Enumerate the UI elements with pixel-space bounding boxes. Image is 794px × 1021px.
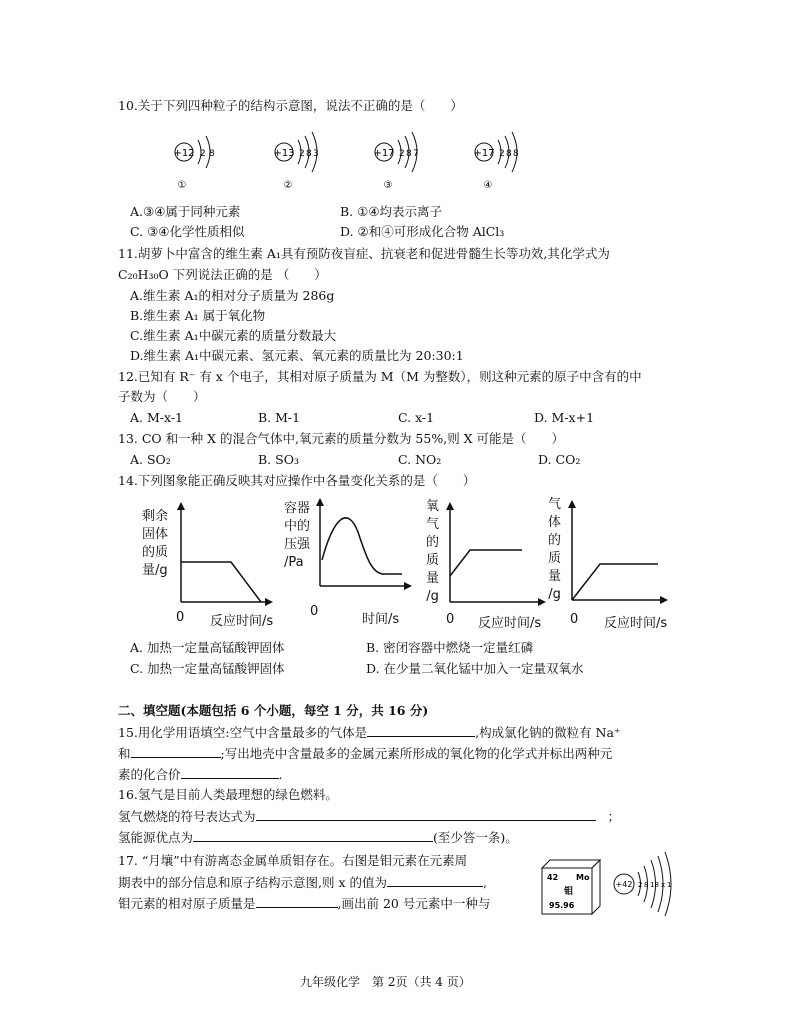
svg-text:+17: +17 xyxy=(473,148,495,159)
q17-blank-2[interactable] xyxy=(256,895,338,908)
particle-3 xyxy=(373,132,418,191)
q11-stem-line1: 11.胡萝卜中富含的维生素 A₁具有预防夜盲症、抗衰老和促进骨髓生长等功效,其化学式为 xyxy=(118,246,610,261)
svg-text:7: 7 xyxy=(413,149,419,159)
q17-line2: 期表中的部分信息和原子结构示意图,则 x 的值为 , xyxy=(118,875,487,890)
q14-option-b: B. 密闭容器中燃烧一定量红磷 xyxy=(366,640,534,655)
svg-text:1: 1 xyxy=(667,881,672,889)
q11-option-d: D.维生素 A₁中碳元素、氢元素、氧元素的质量比为 20:30:1 xyxy=(130,348,464,363)
svg-text:3: 3 xyxy=(313,149,319,159)
q10-particle-diagrams xyxy=(160,128,560,192)
q12-option-a: A. M-x-1 xyxy=(130,410,184,425)
q14-option-c: C. 加热一定量高锰酸钾固体 xyxy=(130,661,285,676)
q13-option-d: D. CO₂ xyxy=(538,452,581,467)
svg-text:x: x xyxy=(661,881,666,889)
cell-mass: 95.96 xyxy=(549,901,575,910)
q17-line3: 钼元素的相对原子质量是 ,画出前 20 号元素中一种与 xyxy=(118,896,491,911)
q10-option-c: C. ③④化学性质相似 xyxy=(130,224,245,239)
q15-line3: 素的化合价 . xyxy=(118,767,283,782)
cell-symbol: Mo xyxy=(576,873,590,882)
q16-line1: 16.氢气是目前人类最理想的绿色燃料。 xyxy=(118,787,338,802)
q10-stem: 10.关于下列四种粒子的结构示意图，说法不正确的是（ ） xyxy=(118,98,463,113)
q15-line1: 15.用化学用语填空:空气中含量最多的气体是 ,构成氯化钠的微粒有 Na⁺ xyxy=(118,725,621,740)
particle-1 xyxy=(173,136,215,191)
svg-text:18: 18 xyxy=(650,881,659,889)
q13-option-c: C. NO₂ xyxy=(398,452,442,467)
graph2-ylabel: 容器 中的 压强 /Pa xyxy=(284,501,311,570)
q16-line2: 氢气燃烧的符号表达式为 ； xyxy=(118,809,621,824)
q11-option-c: C.维生素 A₁中碳元素的质量分数最大 xyxy=(130,328,337,343)
graph1-ylabel: 剩余 固体 的质 量/g xyxy=(142,509,169,578)
svg-text:③: ③ xyxy=(383,180,393,191)
q12-option-c: C. x-1 xyxy=(398,410,435,425)
q12-stem-line2: 子数为（ ） xyxy=(118,389,206,404)
graph4-origin: 0 xyxy=(570,612,579,627)
svg-text:2: 2 xyxy=(399,149,405,159)
q11-option-a: A.维生素 A₁的相对分子质量为 286g xyxy=(130,288,335,303)
svg-text:+13: +13 xyxy=(273,148,295,159)
q15-blank-2[interactable] xyxy=(131,745,221,758)
graph3-xlabel: 反应时间/s xyxy=(478,616,542,631)
particle-4 xyxy=(473,132,519,191)
svg-text:8: 8 xyxy=(209,149,215,159)
q16-blank-2[interactable] xyxy=(193,829,433,842)
q14-option-a: A. 加热一定量高锰酸钾固体 xyxy=(130,640,285,655)
molybdenum-periodic-cell xyxy=(538,858,604,916)
graph2-origin: 0 xyxy=(310,604,319,619)
molybdenum-atom-structure xyxy=(610,850,680,918)
q11-option-b: B.维生素 A₁ 属于氧化物 xyxy=(130,308,266,323)
page-footer: 九年级化学 第 2页（共 4 页） xyxy=(300,975,471,989)
graph1-xlabel: 反应时间/s xyxy=(210,614,274,629)
svg-text:②: ② xyxy=(283,180,293,191)
graph3-origin: 0 xyxy=(446,612,455,627)
q13-option-b: B. SO₃ xyxy=(258,452,299,467)
svg-text:2: 2 xyxy=(200,149,206,159)
graph3-ylabel: 氧 气 的 质 量 /g xyxy=(426,499,440,604)
svg-text:8: 8 xyxy=(306,149,312,159)
graph1-origin: 0 xyxy=(176,610,185,625)
particle-1-label: ① xyxy=(177,180,187,191)
svg-text:④: ④ xyxy=(483,180,493,191)
svg-text:2: 2 xyxy=(299,149,305,159)
svg-text:8: 8 xyxy=(406,149,412,159)
cell-number: 42 xyxy=(547,873,559,882)
svg-text:8: 8 xyxy=(644,881,649,889)
q17-line1: 17. “月壤”中有游离态金属单质钼存在。右图是钼元素在元素周 xyxy=(118,853,468,868)
svg-text:8: 8 xyxy=(506,149,512,159)
graph3-plot xyxy=(444,500,549,610)
q14-option-d: D. 在少量二氧化锰中加入一定量双氧水 xyxy=(366,661,584,676)
graph2-plot xyxy=(314,496,414,596)
q10-option-b: B. ①④均表示离子 xyxy=(340,204,443,219)
graph1-plot xyxy=(175,500,275,610)
svg-text:+42: +42 xyxy=(615,880,633,889)
svg-text:+17: +17 xyxy=(373,148,395,159)
graph2-xlabel: 时间/s xyxy=(362,612,400,627)
svg-text:2: 2 xyxy=(499,149,505,159)
q13-option-a: A. SO₂ xyxy=(130,452,171,467)
q10-option-d: D. ②和④可形成化合物 AlCl₃ xyxy=(340,224,505,239)
q12-option-b: B. M-1 xyxy=(258,410,301,425)
q10-option-a: A.③④属于同种元素 xyxy=(130,204,241,219)
particle-1-nucleus: +12 xyxy=(173,148,195,159)
q13-stem: 13. CO 和一种 X 的混合气体中,氧元素的质量分数为 55%,则 X 可能是（ ） xyxy=(118,431,565,446)
q15-blank-3[interactable] xyxy=(181,766,279,779)
graph4-ylabel: 气 体 的 质 量 /g xyxy=(548,497,562,602)
particle-2 xyxy=(273,132,318,191)
q15-blank-1[interactable] xyxy=(367,724,475,737)
graph4-xlabel: 反应时间/s xyxy=(604,616,668,631)
q16-line3: 氢能源优点为 (至少答一条)。 xyxy=(118,830,518,845)
q11-stem-line2: C₂₀H₃₀O 下列说法正确的是 （ ） xyxy=(118,267,327,282)
q17-blank-1[interactable] xyxy=(387,874,483,887)
q15-line2: 和 ;写出地壳中含量最多的金属元素所形成的氧化物的化学式并标出两种元 xyxy=(118,746,613,761)
graph4-plot xyxy=(566,498,671,608)
q12-option-d: D. M-x+1 xyxy=(534,410,595,425)
q16-blank-1[interactable] xyxy=(256,808,596,821)
section2-heading: 二、填空题(本题包括 6 个小题，每空 1 分，共 16 分) xyxy=(118,703,429,718)
svg-text:2: 2 xyxy=(638,881,643,889)
svg-text:8: 8 xyxy=(513,149,519,159)
cell-name: 钼 xyxy=(564,887,574,897)
q12-stem-line1: 12.已知有 R⁻ 有 x 个电子，其相对原子质量为 M（M 为整数），则这种元素的原子中含有的中 xyxy=(118,369,642,384)
q14-stem: 14.下列图象能正确反映其对应操作中各量变化关系的是（ ） xyxy=(118,473,476,488)
